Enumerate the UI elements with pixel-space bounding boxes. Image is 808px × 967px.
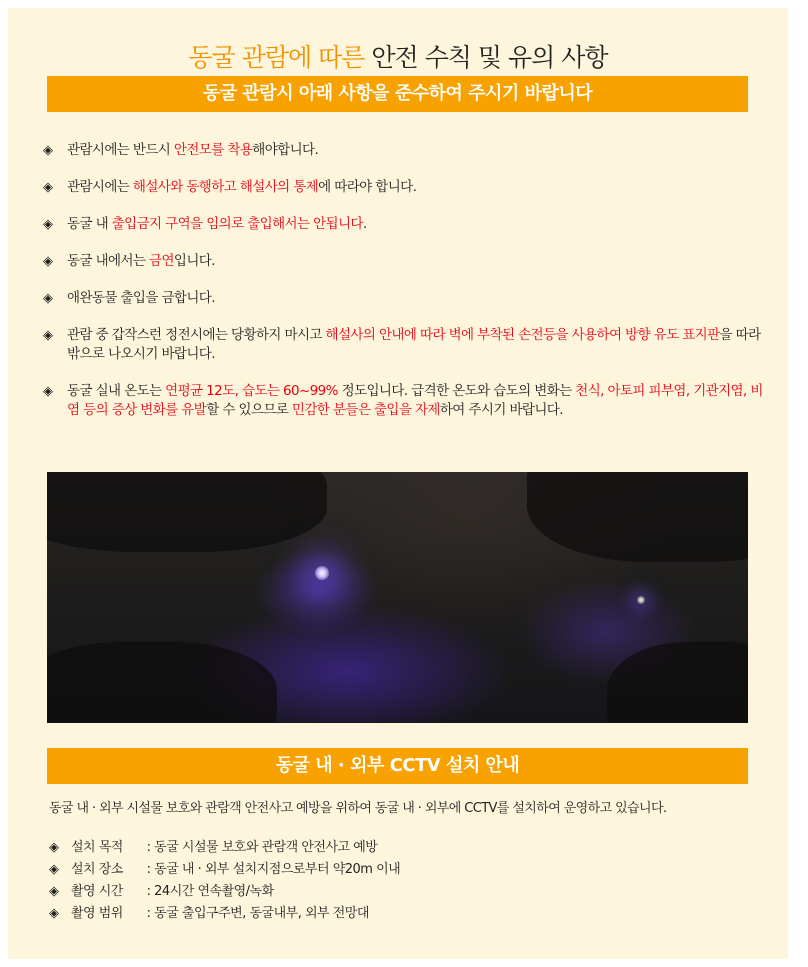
list-item [47, 882, 400, 901]
page-title [8, 38, 788, 74]
cave-rock-shape [527, 472, 748, 562]
cctv-item-value: 동굴 내 · 외부 설치지점으로부터 약20m 이내 [154, 862, 401, 877]
diamond-bullet-icon: ◈ [49, 906, 59, 921]
cctv-item-sep: : [143, 862, 155, 877]
rule-highlight: 민감한 분들은 출입을 자제 [291, 402, 440, 418]
cave-rock-shape [47, 472, 327, 552]
rule-text: 에 따라야 합니다. [318, 179, 417, 195]
list-item [47, 838, 400, 857]
diamond-bullet-icon: ◈ [43, 254, 53, 269]
rule-highlight: 금연 [149, 253, 174, 269]
cctv-item-value: 동굴 시설물 보호와 관람객 안전사고 예방 [154, 840, 378, 855]
rule-text: 을 따라 밖으로 나오시기 바랍니다. [67, 327, 761, 362]
rule-text: 하여 주시기 바랍니다. [439, 402, 563, 418]
diamond-bullet-icon: ◈ [49, 840, 59, 855]
notice-banner: 동굴 관람시 아래 사항을 준수하여 주시기 바랍니다 [47, 76, 748, 112]
cctv-item-label: 촬영 시간 [71, 884, 123, 899]
rule-text: 동굴 실내 온도는 [67, 383, 166, 399]
diamond-bullet-icon: ◈ [49, 884, 59, 899]
diamond-bullet-icon: ◈ [43, 180, 53, 195]
safety-notice-panel [8, 8, 788, 959]
cave-rock-shape [607, 642, 748, 723]
cctv-item-sep: : [143, 884, 155, 899]
cctv-description: 동굴 내 · 외부 시설물 보호와 관람객 안전사고 예방을 위하여 동굴 내 · 외부에 CCTV를 설치하여 운영하고 있습니다. [49, 801, 667, 816]
list-item [47, 904, 400, 923]
diamond-bullet-icon: ◈ [43, 291, 53, 306]
safety-rules-list [43, 141, 768, 438]
diamond-bullet-icon: ◈ [43, 143, 53, 158]
list-item [43, 141, 768, 160]
rule-text: 동굴 내 [67, 216, 112, 232]
diamond-bullet-icon: ◈ [43, 217, 53, 232]
cctv-item-sep: : [143, 840, 155, 855]
diamond-bullet-icon: ◈ [43, 384, 53, 399]
list-item [43, 178, 768, 197]
rule-text: 관람시에는 반드시 [67, 142, 174, 158]
page-title-rest: 안전 수칙 및 유의 사항 [364, 43, 608, 72]
rule-highlight: 해설사의 안내에 따라 벽에 부착된 손전등을 사용하여 방향 유도 표지판 [325, 327, 720, 343]
rule-text: 정도입니다. 급격한 온도와 습도의 변화는 [337, 383, 576, 399]
cave-light [315, 566, 329, 580]
list-item [47, 860, 400, 879]
diamond-bullet-icon: ◈ [49, 862, 59, 877]
rule-highlight: 천식, 아토피 피부염, 기관지염, 비염 등의 증상 변화를 유발 [67, 383, 763, 418]
list-item [43, 289, 768, 308]
cctv-item-label: 촬영 범위 [71, 906, 123, 921]
diamond-bullet-icon: ◈ [43, 328, 53, 343]
rule-text: 애완동물 출입을 금합니다. [67, 290, 215, 306]
rule-highlight: 해설사와 동행하고 해설사의 통제 [132, 179, 319, 195]
rule-text: 입니다. [173, 253, 215, 269]
list-item [43, 215, 768, 234]
rule-text: 해야합니다. [252, 142, 319, 158]
cctv-info-list [47, 838, 400, 926]
cave-rock-shape [47, 642, 277, 723]
cctv-item-label: 설치 목적 [71, 840, 123, 855]
rule-highlight: 안전모를 착용 [173, 142, 253, 158]
cctv-banner: 동굴 내 · 외부 CCTV 설치 안내 [47, 748, 748, 784]
rule-text: 관람시에는 [67, 179, 133, 195]
rule-text: 동굴 내에서는 [67, 253, 150, 269]
rule-text: 할 수 있으므로 [206, 402, 292, 418]
rule-text: 관람 중 갑작스런 정전시에는 당황하지 마시고 [67, 327, 326, 343]
cave-light [637, 596, 645, 604]
cctv-item-sep: : [143, 906, 155, 921]
cctv-item-label: 설치 장소 [71, 862, 123, 877]
cave-photo [47, 472, 748, 723]
cctv-item-value: 24시간 연속촬영/녹화 [154, 884, 274, 899]
list-item [43, 382, 768, 420]
page-title-accent: 동굴 관람에 따른 [188, 43, 365, 72]
list-item [43, 326, 768, 364]
rule-text: . [362, 216, 367, 232]
rule-highlight: 출입금지 구역을 임의로 출입해서는 안됩니다 [111, 216, 363, 232]
rule-highlight: 연평균 12도, 습도는 60~99% [165, 383, 338, 399]
cctv-item-value: 동굴 출입구주변, 동굴내부, 외부 전망대 [154, 906, 369, 921]
list-item [43, 252, 768, 271]
